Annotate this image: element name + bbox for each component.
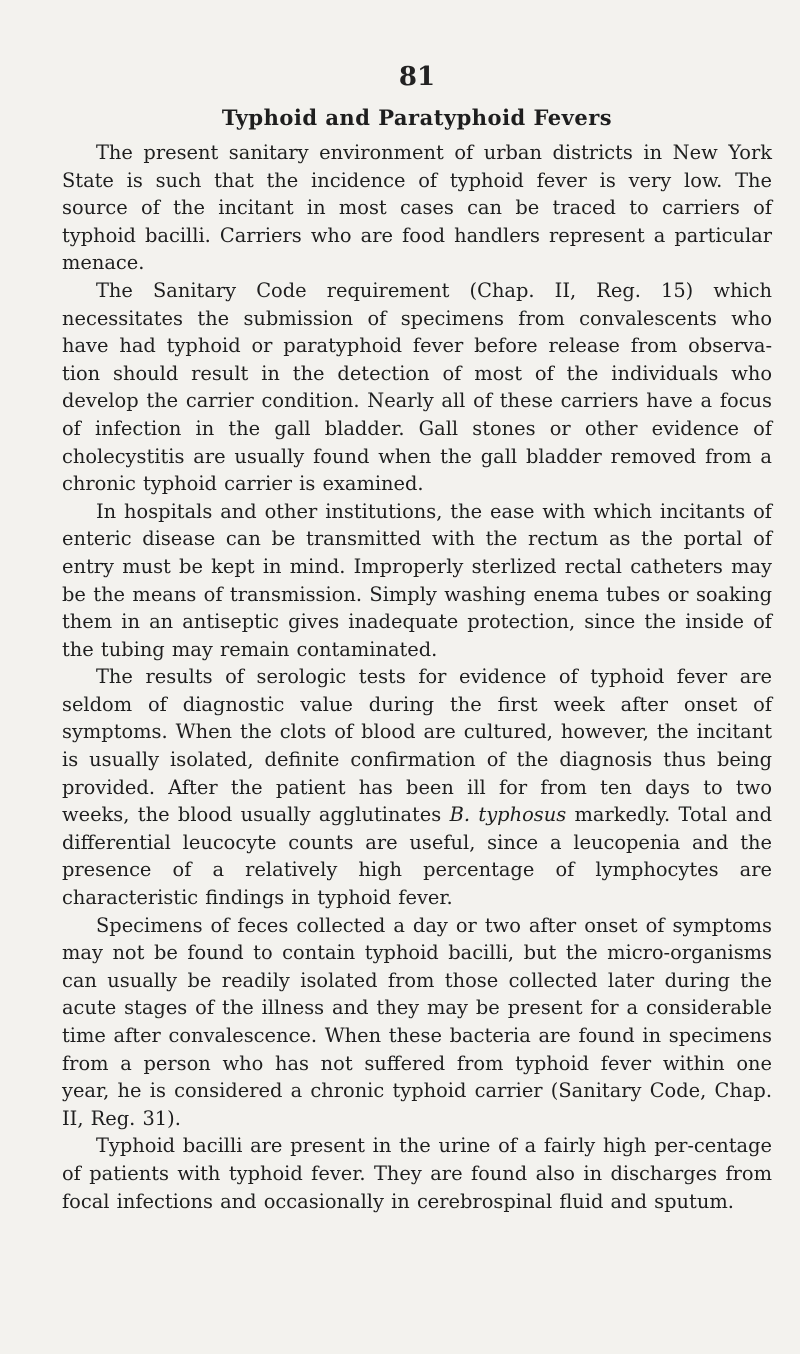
paragraph-2: The Sanitary Code requirement (Chap. II, Reg. 15) which necessitates the submission of specimens from convalescents who have had typhoid or paratyphoid fever before release from observa-tion should result in the detection of most of the individuals who develop the carrier condition. Nearly all of these carriers have a focus of infection in the gall bladder. Gall stones or other evidence of cholecystitis are usually found when the gall bladder removed from a chronic typhoid carrier is examined. <box>62 278 772 496</box>
paragraph-4-text-a: The results of serologic tests for evidence of typhoid fever are seldom of diagnostic value during the first week after onset of symptoms. When the clots of blood are cultured, however, the incitant is usually isolated, definite confirmation of the diagnosis thus being provided. After the patient has been ill for from ten days to two weeks, the blood usually agglutinates <box>62 665 772 827</box>
section-title: Typhoid and Paratyphoid Fevers <box>221 105 613 130</box>
body-text <box>62 139 772 1215</box>
paragraph-6: Typhoid bacilli are present in the urine of a fairly high per-centage of patients with typhoid fever. They are found also in discharges from focal infections and occasionally in cerebrospinal fluid and sputum. <box>62 1134 772 1213</box>
paragraph-5: Specimens of feces collected a day or two after onset of symptoms may not be found to contain typhoid bacilli, but the micro-organisms can usually be readily isolated from those collected later during the acute stages of the illness and they may be present for a considerable time after convalescence. When these bacteria are found in specimens from a person who has not suffered from typhoid fever within one year, he is considered a chronic typhoid carrier (Sanitary Code, Chap. II, Reg. 31). <box>62 913 772 1130</box>
paragraph-1: The present sanitary environment of urban districts in New York State is such that the incidence of typhoid fever is very low. The source of the incitant in most cases can be traced to carriers of typhoid bacilli. Carriers who are food handlers represent a particular menace. <box>62 141 772 275</box>
paragraph-4-text-b: markedly. Total and differential leucocyte counts are useful, since a leucopenia and the presence of a relatively high percentage of lymphocytes are characteristic findings in typhoid fever. <box>62 803 773 910</box>
paragraph-3: In hospitals and other institutions, the ease with which incitants of enteric disease can be transmitted with the rectum as the portal of entry must be kept in mind. Improperly sterlized rectal catheters may be the means of transmission. Simply washing enema tubes or soaking them in an antiseptic gives inadequate protection, since the inside of the tubing may remain contaminated. <box>62 499 772 661</box>
paragraph-4 <box>62 663 772 911</box>
page-number: 81 <box>398 62 436 92</box>
species-name: B. typhosus <box>449 803 567 827</box>
